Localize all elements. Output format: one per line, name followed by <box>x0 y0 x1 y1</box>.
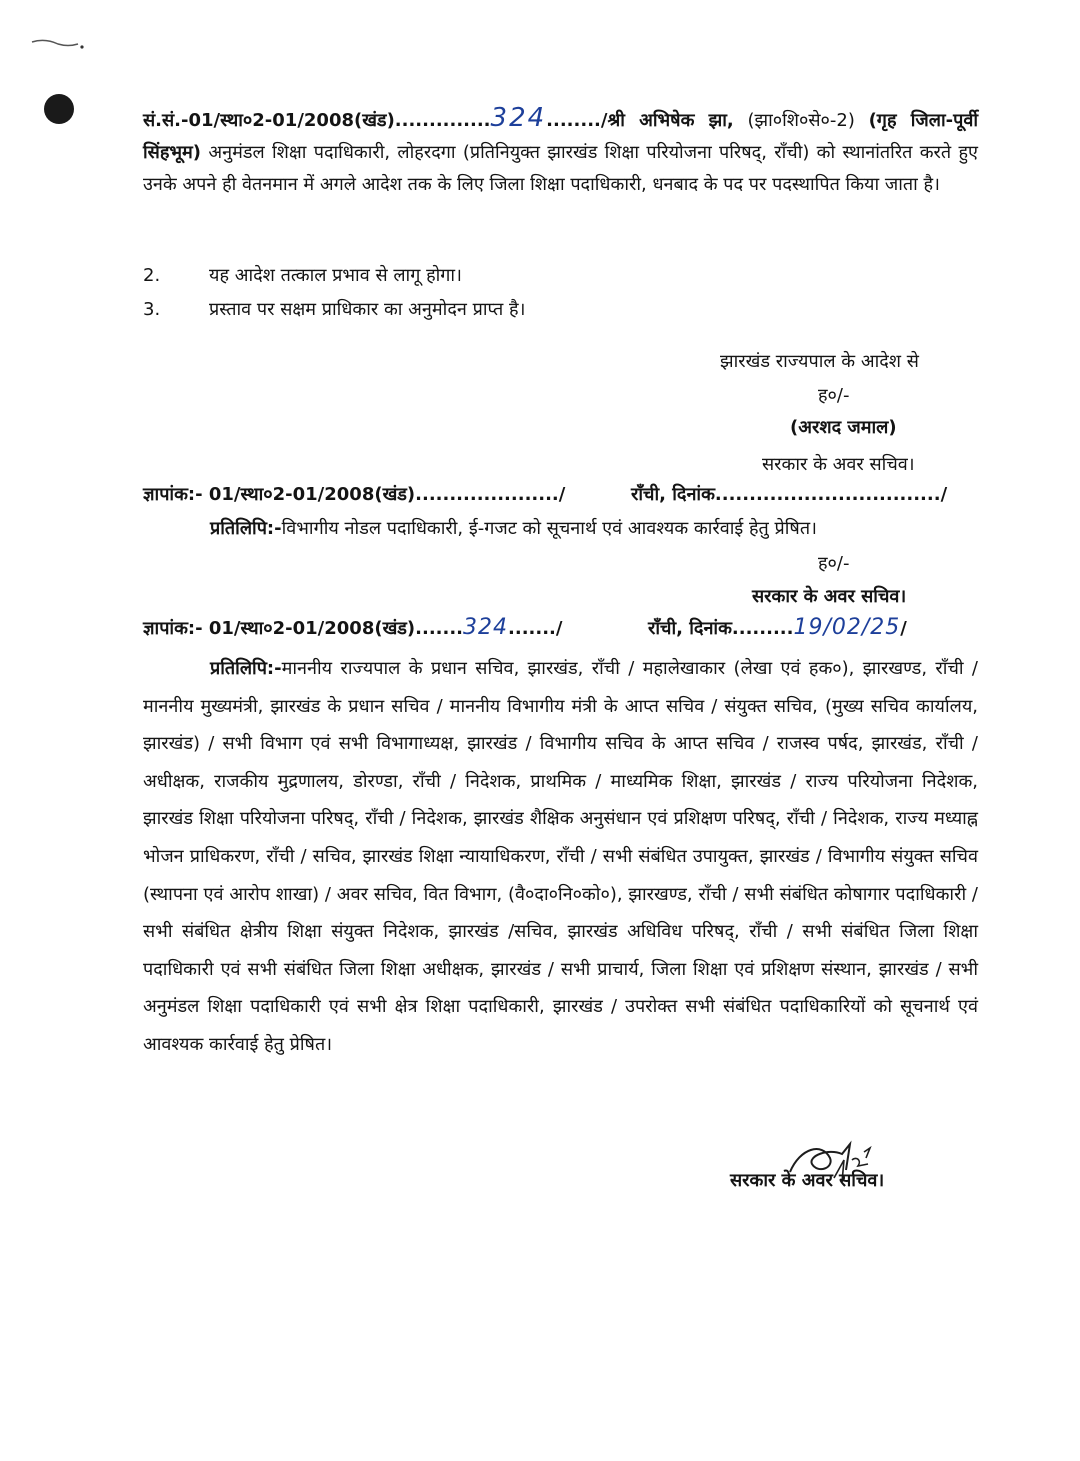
point-number: 3. <box>143 299 161 320</box>
memo2-ref-suffix: ......./ <box>508 618 563 639</box>
signed-line: ह०/- <box>818 385 850 406</box>
memo2-date-suffix: / <box>900 618 907 639</box>
point-3 <box>143 294 525 326</box>
point-number: 2. <box>143 265 161 286</box>
order-ref-prefix: सं.सं.-01/स्था०2-01/2008(खंड).............. <box>143 110 491 131</box>
order-service: (झा०शि०से०-2) <box>747 110 855 131</box>
punch-hole-icon <box>44 94 74 124</box>
memo2-designation: सरकार के अवर सचिव। <box>730 1170 885 1191</box>
memo1-place-date: राँची, दिनांक................................./ <box>631 484 948 505</box>
memo1-ref-line <box>143 480 978 510</box>
by-order-line: झारखंड राज्यपाल के आदेश से <box>720 351 919 372</box>
memo2-date: 19/02/25 <box>793 615 901 640</box>
memo2-copy <box>143 650 978 1064</box>
memo1-copy <box>210 514 980 544</box>
memo2-copy-label: प्रतिलिपि:- <box>210 658 282 679</box>
memo1-designation: सरकार के अवर सचिव। <box>752 586 907 607</box>
memo2-ref-prefix: ज्ञापांक:- 01/स्था०2-01/2008(खंड)....... <box>143 618 464 639</box>
point-2 <box>143 260 462 292</box>
memo2-copy-text: माननीय राज्यपाल के प्रधान सचिव, झारखंड, राँची / महालेखाकार (लेखा एवं हक०), झारखण्ड, राँची / माननीय मुख्यमंत्री, झारखंड के प्रधान सचिव / माननीय विभागीय मंत्री के आप्त सचिव / संयुक्त सचिव, (मुख्य सचिव कार्यालय, झारखंड) / सभी विभाग एवं सभी विभागाध्यक्ष, झारखंड / विभागीय सचिव के आप्त सचिव / राजस्व पर्षद, झारखंड, राँची / अधीक्षक, राजकीय मुद्रणालय, डोरण्डा, राँची / निदेशक, प्राथमिक / माध्यमिक शिक्षा, झारखंड / राज्य परियोजना निदेशक, झारखंड शिक्षा परियोजना परिषद्, राँची / निदेशक, झारखंड शैक्षिक अनुसंधान एवं प्रशिक्षण परिषद्, राँची / निदेशक, राज्य मध्याह्न भोजन प्राधिकरण, राँची / सचिव, झारखंड शिक्षा न्यायाधिकरण, राँची / सभी संबंधित उपायुक्त, झारखंड / विभागीय संयुक्त सचिव (स्थापना एवं आरोप शाखा) / अवर सचिव, वित विभाग, (वै०दा०नि०को०), झारखण्ड, राँची / सभी संबंधित कोषागार पदाधिकारी / सभी संबंधित क्षेत्रीय शिक्षा संयुक्त निदेशक, झारखंड /सचिव, झारखंड अधिविध परिषद्, राँची / सभी संबंधित जिला शिक्षा पदाधिकारी एवं सभी संबंधित जिला शिक्षा अधीक्षक, झारखंड / सभी प्राचार्य, जिला शिक्षा एवं प्रशिक्षण संस्थान, झारखंड / सभी अनुमंडल शिक्षा पदाधिकारी एवं सभी क्षेत्र शिक्षा पदाधिकारी, झारखंड / उपरोक्त सभी संबंधित पदाधिकारियों को सूचनार्थ एवं आवश्यक कार्रवाई हेतु प्रेषित। <box>143 658 978 1055</box>
officer-name: (अरशद जमाल) <box>790 417 897 438</box>
memo1-ref: ज्ञापांक:- 01/स्था०2-01/2008(खंड)...................../ <box>143 484 566 505</box>
order-paragraph <box>143 102 978 201</box>
memo2-ref-line <box>143 612 978 645</box>
order-ref-number: 324 <box>490 103 547 133</box>
memo1-copy-label: प्रतिलिपि:- <box>210 518 282 539</box>
memo2-place-label: राँची, दिनांक......... <box>648 618 794 639</box>
order-body: अनुमंडल शिक्षा पदाधिकारी, लोहरदगा (प्रतिनियुक्त झारखंड शिक्षा परियोजना परिषद्, राँची) को स्थानांतरित करते हुए उनके अपने ही वेतनमान में अगले आदेश तक के लिए जिला शिक्षा पदाधिकारी, धनबाद के पद पर पदस्थापित किया जाता है। <box>143 142 978 195</box>
memo2-ref-number: 324 <box>463 615 509 640</box>
order-home-district: (गृह जिला-पूर्वी सिंहभूम) <box>143 110 978 163</box>
memo1-signed: ह०/- <box>818 553 850 574</box>
memo2-place-date <box>648 612 907 645</box>
order-ref-suffix: ......../श्री अभिषेक झा, <box>546 110 734 131</box>
memo1-copy-text: विभागीय नोडल पदाधिकारी, ई-गजट को सूचनार्थ एवं आवश्यक कार्रवाई हेतु प्रेषित। <box>281 518 817 539</box>
point-text: यह आदेश तत्काल प्रभाव से लागू होगा। <box>209 265 462 286</box>
scan-mark-icon <box>30 34 90 54</box>
point-text: प्रस्ताव पर सक्षम प्राधिकार का अनुमोदन प्राप्त है। <box>209 299 526 320</box>
officer-designation: सरकार के अवर सचिव। <box>762 454 915 475</box>
